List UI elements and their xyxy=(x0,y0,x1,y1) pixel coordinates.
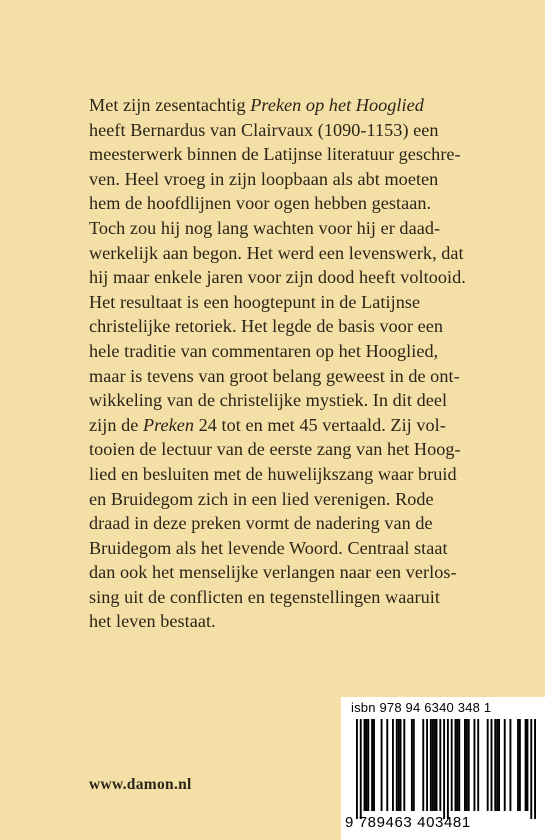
barcode-bar xyxy=(491,719,493,811)
blurb-line xyxy=(89,314,464,339)
barcode-bar xyxy=(426,719,428,811)
blurb-line xyxy=(89,216,464,241)
barcode-bar xyxy=(477,719,479,811)
barcode-bar xyxy=(436,719,438,811)
blurb-text: dan ook het menselijke verlangen naar een verlos- xyxy=(89,562,457,583)
blurb-text: sing uit de conflicten en tegenstellingen waaruit xyxy=(89,586,440,607)
blurb-text: Toch zou hij nog lang wachten voor hij er daad- xyxy=(89,217,441,238)
barcode-bar xyxy=(458,719,460,811)
blurb-line xyxy=(89,437,464,462)
barcode-bar xyxy=(517,719,519,811)
blurb-italic-title: Preken xyxy=(142,414,195,435)
blurb-text: het leven bestaat. xyxy=(89,611,216,632)
barcode-bar xyxy=(400,719,402,811)
blurb-text: christelijke retoriek. Het legde de basis voor een xyxy=(89,316,443,337)
blurb-text: lied en besluiten met de huwelijkszang waar bruid xyxy=(89,463,457,484)
barcode-bar xyxy=(386,719,388,811)
blurb-text: hem de hoofdlijnen voor ogen hebben gestaan. xyxy=(89,193,432,214)
barcode-bar xyxy=(381,719,383,811)
blurb-line xyxy=(89,609,464,634)
back-cover-blurb xyxy=(89,93,464,634)
blurb-line xyxy=(89,536,464,561)
blurb-text: draad in deze preken vormt de nadering van de xyxy=(89,513,433,534)
blurb-line xyxy=(89,93,464,118)
blurb-text: zijn de xyxy=(89,414,143,435)
barcode-bar xyxy=(487,719,489,811)
barcode-bar xyxy=(530,719,532,819)
blurb-line xyxy=(89,487,464,512)
blurb-text: heeft Bernardus van Clairvaux (1090-1153) een xyxy=(89,119,439,140)
barcode-bar xyxy=(373,719,375,811)
barcode-bar xyxy=(430,719,432,811)
blurb-text: Bruidegom als het levende Woord. Centraal staat xyxy=(89,537,448,558)
barcode-bar xyxy=(466,719,468,811)
blurb-text: hele traditie van commentaren op het Hooglied, xyxy=(89,340,439,361)
blurb-text: meesterwerk binnen de Latijnse literatuur geschre- xyxy=(89,144,461,165)
barcode-bar xyxy=(411,719,413,811)
barcode-bar xyxy=(403,719,405,811)
barcode-bar xyxy=(396,719,398,811)
blurb-line xyxy=(89,118,464,143)
barcode-bar xyxy=(494,719,496,811)
barcode-bar xyxy=(509,719,511,811)
barcode-bar xyxy=(455,719,457,811)
barcode-bar xyxy=(367,719,369,811)
barcode-digits: 9 789463 403481 xyxy=(345,814,471,831)
barcode-bar xyxy=(473,719,475,811)
barcode-bar xyxy=(504,719,506,811)
blurb-text: 24 tot en met 45 vertaald. Zij vol- xyxy=(194,414,446,435)
blurb-line xyxy=(89,560,464,585)
blurb-line xyxy=(89,241,464,266)
blurb-line xyxy=(89,167,464,192)
blurb-text: en Bruidegom zich in een lied verenigen. Rode xyxy=(89,488,434,509)
blurb-line xyxy=(89,339,464,364)
blurb-line xyxy=(89,191,464,216)
blurb-text: wikkeling van de christelijke mystiek. In dit deel xyxy=(89,390,448,411)
barcode-bar xyxy=(464,719,466,811)
barcode-bar xyxy=(527,719,529,811)
barcode-bar xyxy=(356,719,358,819)
blurb-line xyxy=(89,290,464,315)
blurb-line xyxy=(89,364,464,389)
publisher-website: www.damon.nl xyxy=(89,776,192,793)
barcode-bar xyxy=(534,719,536,819)
blurb-line xyxy=(89,142,464,167)
barcode-bar xyxy=(365,719,367,811)
blurb-line xyxy=(89,265,464,290)
blurb-text: hij maar enkele jaren voor zijn dood heeft voltooid. xyxy=(89,267,466,288)
blurb-line xyxy=(89,585,464,610)
blurb-text: maar is tevens van groot belang geweest in de ont- xyxy=(89,365,460,386)
blurb-text: werkelijk aan begon. Het werd een levenswerk, dat xyxy=(89,242,464,263)
blurb-line xyxy=(89,511,464,536)
barcode-bar xyxy=(443,719,445,819)
barcode-bar xyxy=(451,719,453,811)
barcode-bar xyxy=(413,719,415,811)
barcode-label xyxy=(341,697,545,840)
barcode-bar xyxy=(525,719,527,811)
barcode-bar xyxy=(447,719,449,819)
barcode-bar xyxy=(364,719,366,811)
barcode-bar xyxy=(392,719,394,811)
barcode-bar xyxy=(468,719,470,811)
barcode-bar xyxy=(432,719,434,811)
blurb-text: tooien de lectuur van de eerste zang van het Hoog- xyxy=(89,439,461,460)
barcode-bar xyxy=(498,719,500,811)
blurb-line xyxy=(89,413,464,438)
barcode-bar xyxy=(496,719,498,811)
blurb-text: Het resultaat is een hoogtepunt in de Latijnse xyxy=(89,291,421,312)
barcode-bar xyxy=(422,719,424,811)
blurb-line xyxy=(89,462,464,487)
barcode-bar xyxy=(456,719,458,811)
barcode-bar xyxy=(519,719,521,811)
blurb-line xyxy=(89,388,464,413)
blurb-text: ven. Heel vroeg in zijn loopbaan als abt moeten xyxy=(89,168,439,189)
barcode-icon xyxy=(356,719,536,819)
blurb-italic-title: Preken op het Hooglied xyxy=(250,95,424,115)
barcode-bar xyxy=(371,719,373,811)
barcode-bar xyxy=(360,719,362,819)
barcode-bar xyxy=(439,719,441,811)
blurb-text: Met zijn zesentachtig xyxy=(89,95,251,115)
barcode-bar xyxy=(434,719,436,811)
isbn-number: isbn 978 94 6340 348 1 xyxy=(351,700,492,715)
barcode-bar xyxy=(398,719,400,811)
